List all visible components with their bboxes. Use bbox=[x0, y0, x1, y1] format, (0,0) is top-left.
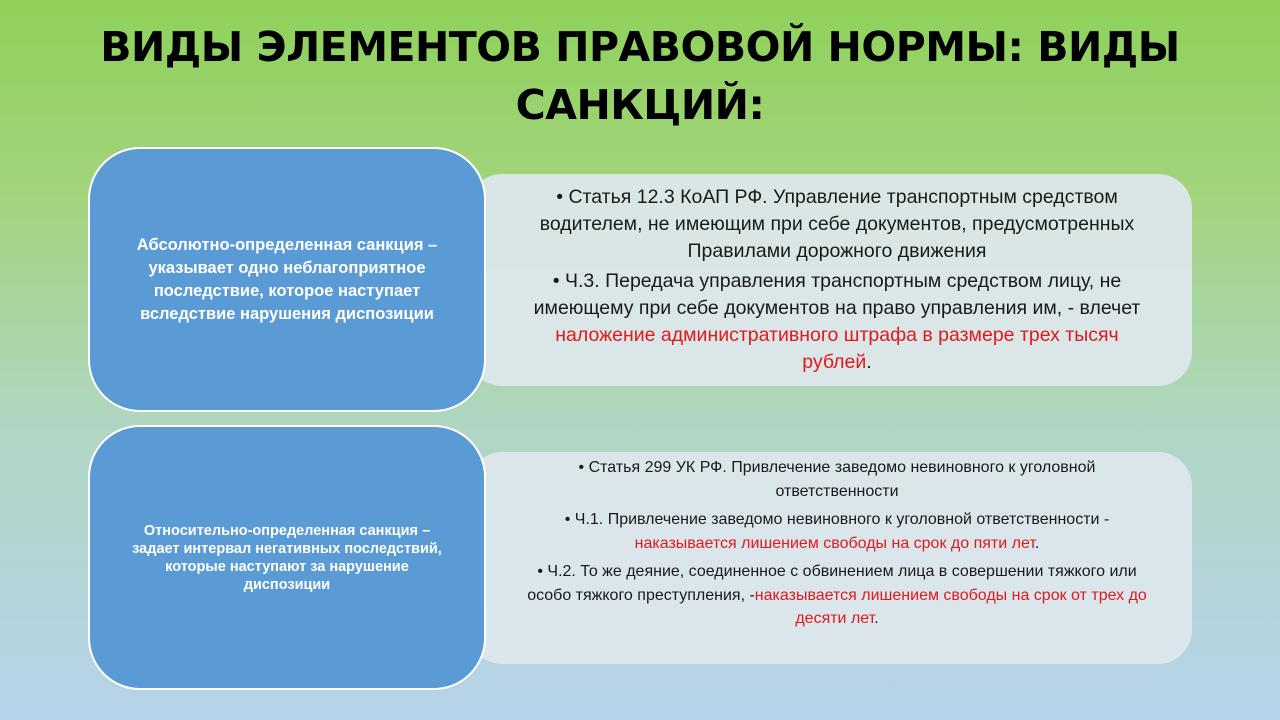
bullet-end: . bbox=[874, 610, 879, 627]
penalty-highlight: наказывается лишением свободы на срок до пяти лет bbox=[634, 534, 1035, 552]
bullet-marker: • bbox=[552, 270, 560, 292]
relative-sanction-box bbox=[88, 425, 486, 690]
bullet-end: . bbox=[1034, 534, 1040, 552]
slide-title: ВИДЫ ЭЛЕМЕНТОВ ПРАВОВОЙ НОРМЫ: ВИДЫ САНКЦИЙ: bbox=[100, 23, 1180, 129]
bullet-marker: • bbox=[537, 563, 543, 580]
penalty-highlight: наложение административного штрафа в размере трех тысяч рублей bbox=[555, 324, 1119, 373]
bullet-text: Статья 299 УК РФ. Привлечение заведомо невиновного к уголовной ответственности bbox=[588, 459, 1096, 500]
bullet-item bbox=[518, 456, 1156, 503]
bullet-text: Ч.3. Передача управления транспортным средством лицу, не имеющему при себе документов на право управления им, - влечет bbox=[533, 270, 1141, 319]
bullet-text: Ч.2. То же деяние, соединенное с обвинением лица в совершении тяжкого или особо тяжкого преступления, - bbox=[527, 563, 1137, 604]
bullet-item bbox=[518, 268, 1156, 376]
absolute-sanction-box bbox=[88, 147, 486, 412]
relative-sanction-label: Относительно-определенная санкция – задает интервал негативных последствий, которые наступают за нарушение диспозиции bbox=[132, 522, 442, 593]
absolute-sanction-label: Абсолютно-определенная санкция – указывает одно неблагоприятное последствие, которое наступает вследствие нарушения диспозиции bbox=[136, 235, 438, 323]
relative-sanction-details bbox=[468, 452, 1192, 664]
absolute-sanction-details bbox=[468, 174, 1192, 386]
bullet-item bbox=[518, 560, 1156, 631]
bullet-item bbox=[518, 508, 1156, 555]
bullet-item bbox=[518, 184, 1156, 265]
bullet-text: Статья 12.3 КоАП РФ. Управление транспортным средством водителем, не имеющим при себе документов, предусмотренных Правилами дорожного движения bbox=[539, 186, 1135, 262]
bullet-text: Ч.1. Привлечение заведомо невиновного к уголовной ответственности - bbox=[574, 511, 1110, 528]
bullet-marker: • bbox=[578, 459, 585, 476]
bullet-marker: • bbox=[564, 511, 571, 528]
bullet-end: . bbox=[866, 351, 872, 373]
penalty-highlight: наказывается лишением свободы на срок от трех до десяти лет bbox=[754, 586, 1147, 627]
bullet-marker: • bbox=[556, 186, 564, 208]
